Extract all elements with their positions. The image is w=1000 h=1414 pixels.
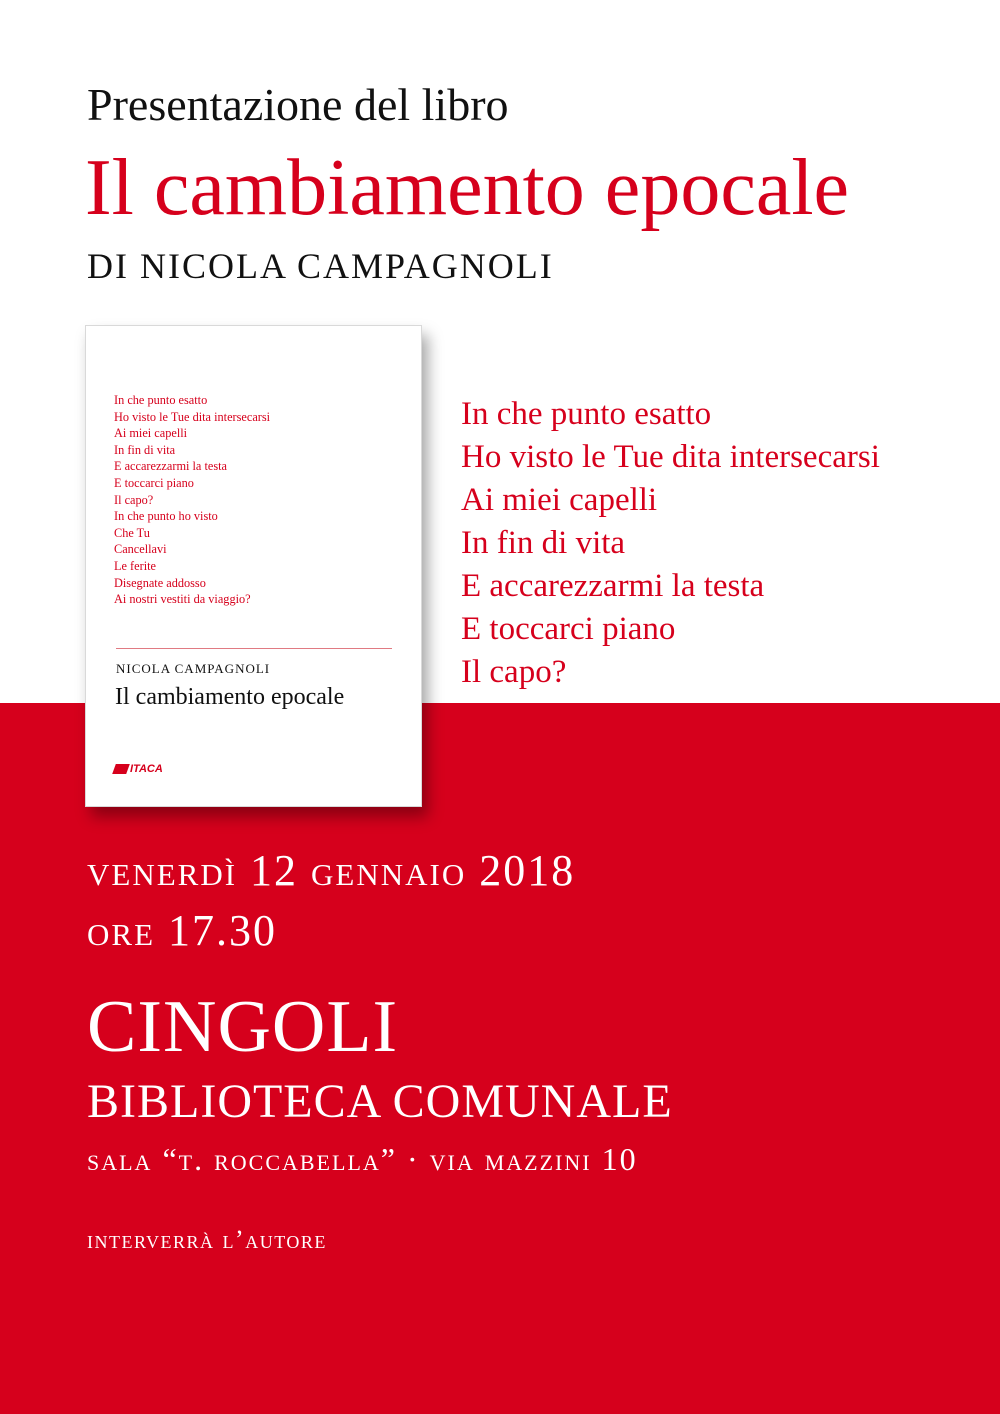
- book-cover-poem: [114, 392, 270, 608]
- book-poem-line: Ai miei capelli: [114, 426, 188, 441]
- event-venue: BIBLIOTECA COMUNALE: [87, 1075, 673, 1128]
- book-title-heading: Il cambiamento epocale: [85, 144, 850, 232]
- book-poem-line: E toccarci piano: [114, 475, 194, 490]
- book-poem-line: In che punto esatto: [114, 393, 208, 407]
- publisher-logo: [114, 763, 163, 775]
- poem-line: In fin di vita: [461, 525, 626, 561]
- event-city: CINGOLI: [87, 986, 399, 1068]
- book-poem-line: In che punto ho visto: [114, 509, 218, 524]
- book-poem-line: E accarezzarmi la testa: [114, 459, 227, 474]
- book-cover-title: Il cambiamento epocale: [115, 684, 345, 710]
- poem-line: Ho visto le Tue dita intersecarsi: [461, 439, 880, 475]
- poem-line: In che punto esatto: [461, 396, 712, 432]
- publisher-mark-icon: [112, 764, 130, 774]
- event-address: sala “t. roccabella” · via mazzini 10: [87, 1141, 638, 1177]
- event-time: ore 17.30: [87, 906, 277, 955]
- poem-line: Ai miei capelli: [461, 482, 658, 518]
- book-poem-line: In fin di vita: [114, 442, 176, 457]
- publisher-name: ITACA: [130, 762, 163, 775]
- event-note: interverrà l’autore: [87, 1225, 327, 1254]
- event-date: venerdì 12 gennaio 2018: [87, 846, 576, 895]
- poem-line: Il capo?: [461, 654, 567, 690]
- book-cover-divider: [116, 648, 392, 649]
- book-cover-author: NICOLA CAMPAGNOLI: [116, 661, 271, 676]
- author-byline: DI NICOLA CAMPAGNOLI: [87, 246, 554, 286]
- book-poem-line: Le ferite: [114, 558, 156, 573]
- book-poem-line: Cancellavi: [114, 542, 167, 557]
- event-kicker: Presentazione del libro: [87, 79, 509, 130]
- book-poem-line: Che Tu: [114, 525, 150, 540]
- poem-line: E toccarci piano: [461, 611, 676, 647]
- book-poem-line: Ho visto le Tue dita intersecarsi: [114, 409, 271, 424]
- poem-line: E accarezzarmi la testa: [461, 568, 765, 604]
- book-poem-line: Ai nostri vestiti da viaggio?: [114, 592, 251, 607]
- book-poem-line: Disegnate addosso: [114, 575, 206, 590]
- poem-excerpt: [461, 393, 880, 694]
- book-cover: [85, 325, 422, 807]
- book-poem-line: Il capo?: [114, 492, 154, 507]
